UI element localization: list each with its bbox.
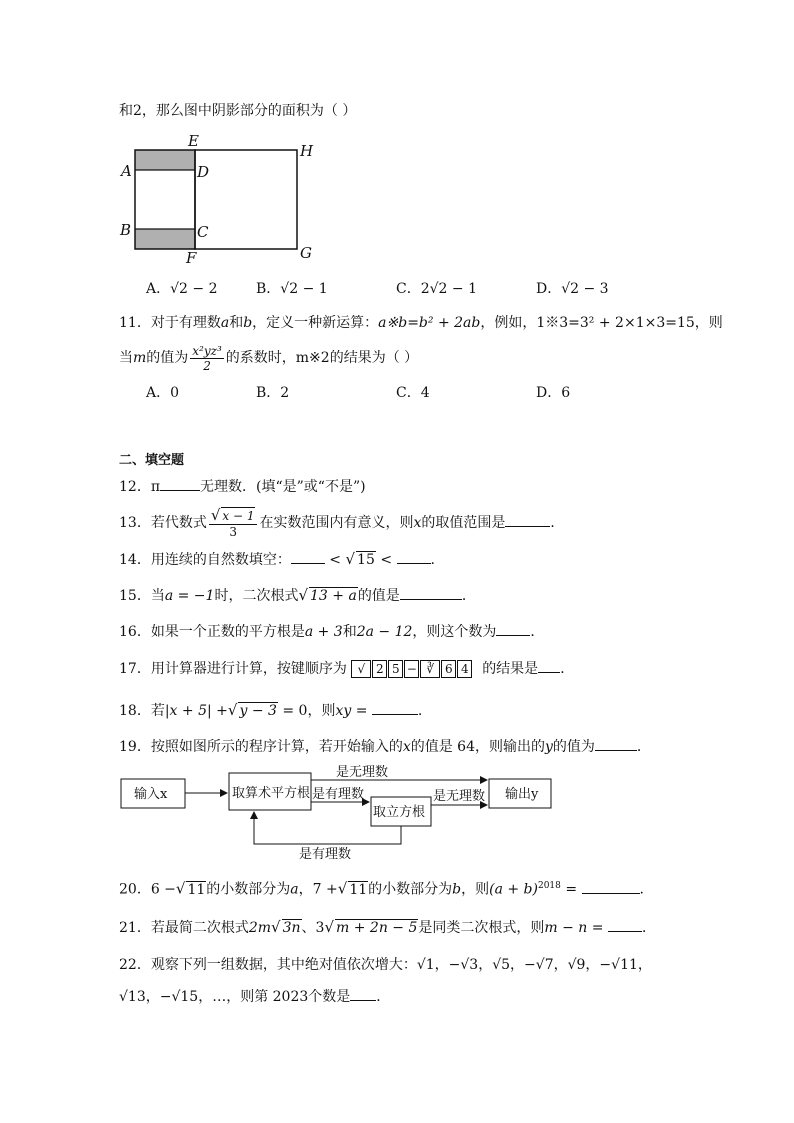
q11-option-b: B．2 — [256, 385, 290, 401]
key-4: 4 — [457, 660, 472, 678]
q13: 13．若代数式 $\frac{√ x - 1}{3}$ 在实数范围内有意义，则x的取值范围是 ． — [119, 506, 565, 539]
key-sqrt: √ — [351, 660, 371, 678]
label-f: F — [186, 249, 197, 267]
label-d: D — [197, 163, 210, 181]
q18: 18．若|x + 5| +√ y − 3 = 0，则xy = . — [119, 701, 423, 719]
q19: 19．按照如图所示的程序计算，若开始输入的x的值是 64，则输出的y的值为 ． — [119, 736, 651, 757]
q14: 14．用连续的自然数填空： < √ 15 < . — [119, 550, 435, 568]
key-minus: − — [404, 660, 419, 678]
flow-label-irrational-top: 是无理数 — [336, 765, 389, 780]
flow-label-rational-bottom: 是有理数 — [299, 847, 352, 862]
flow-cube-box: 取立方根 — [373, 805, 426, 820]
flow-label-rational-mid: 是有理数 — [312, 787, 365, 802]
q20: 20．6 −√ 11的小数部分为a，7 +√ 11的小数部分为b，则$(a + b)^{2018}$ = . — [119, 879, 644, 898]
q10-tail: 和2，那么图中阴影部分的面积为（ ） — [119, 103, 357, 119]
flow-input-box: 输入x — [134, 787, 168, 802]
label-a: A — [121, 162, 132, 180]
section-title: 二、填空题 — [119, 453, 185, 468]
q10-option-b: B．√2 − 1 — [256, 281, 328, 297]
label-g: G — [300, 244, 312, 262]
q21: 21．若最简二次根式2m√ 3n、3√ m + 2n − 5是同类二次根式，则m − n = ． — [119, 918, 656, 936]
q11-line2: 当m的值为 $\frac{\text{x²yz³}}{2}$ 的系数时，m※2的结果为（ ） — [119, 343, 419, 373]
q10-option-d: D．√2 − 3 — [536, 281, 609, 297]
key-2: 2 — [372, 660, 387, 678]
key-cbrt: ∛ — [420, 660, 440, 678]
q11-option-d: D．6 — [536, 385, 571, 401]
label-e: E — [188, 132, 199, 150]
q12: 12．π 无理数．(填“是”或“不是”) — [119, 476, 366, 497]
key-5: 5 — [388, 660, 403, 678]
q22-line2: √13，−√15，…，则第 2023个数是 ． — [119, 986, 390, 1007]
flow-sqrt-box: 取算术平方根 — [232, 786, 311, 801]
q15: 15．当a = −1时，二次根式√ 13 + a的值是 ． — [119, 586, 476, 604]
flow-label-irrational-mid: 是无理数 — [433, 789, 486, 804]
q17: 17．用计算器进行计算，按键顺序为 √ 2 5 − ∛ 6 4 的结果是 ． — [119, 658, 574, 679]
label-c: C — [197, 223, 209, 241]
q11-option-a: A．0 — [146, 385, 180, 401]
q11-option-c: C．4 — [396, 385, 430, 401]
q22-line1: 22．观察下列一组数据，其中绝对值依次增大：√1，−√3，√5，−√7，√9，−√11， — [119, 957, 652, 973]
label-b: B — [120, 221, 132, 239]
key-6: 6 — [441, 660, 456, 678]
q16: 16．如果一个正数的平方根是a + 3和2a − 12，则这个数为 ． — [119, 621, 544, 642]
q10-option-a: A．√2 − 2 — [146, 281, 218, 297]
flow-output-box: 输出y — [505, 787, 539, 802]
label-h: H — [300, 142, 314, 160]
q11-line1: 11．对于有理数a和b，定义一种新运算：a※b=b² + 2ab，例如，1※3=3² + 2×1×3=15，则 — [119, 315, 723, 331]
q10-option-c: C．2√2 − 1 — [396, 281, 477, 297]
